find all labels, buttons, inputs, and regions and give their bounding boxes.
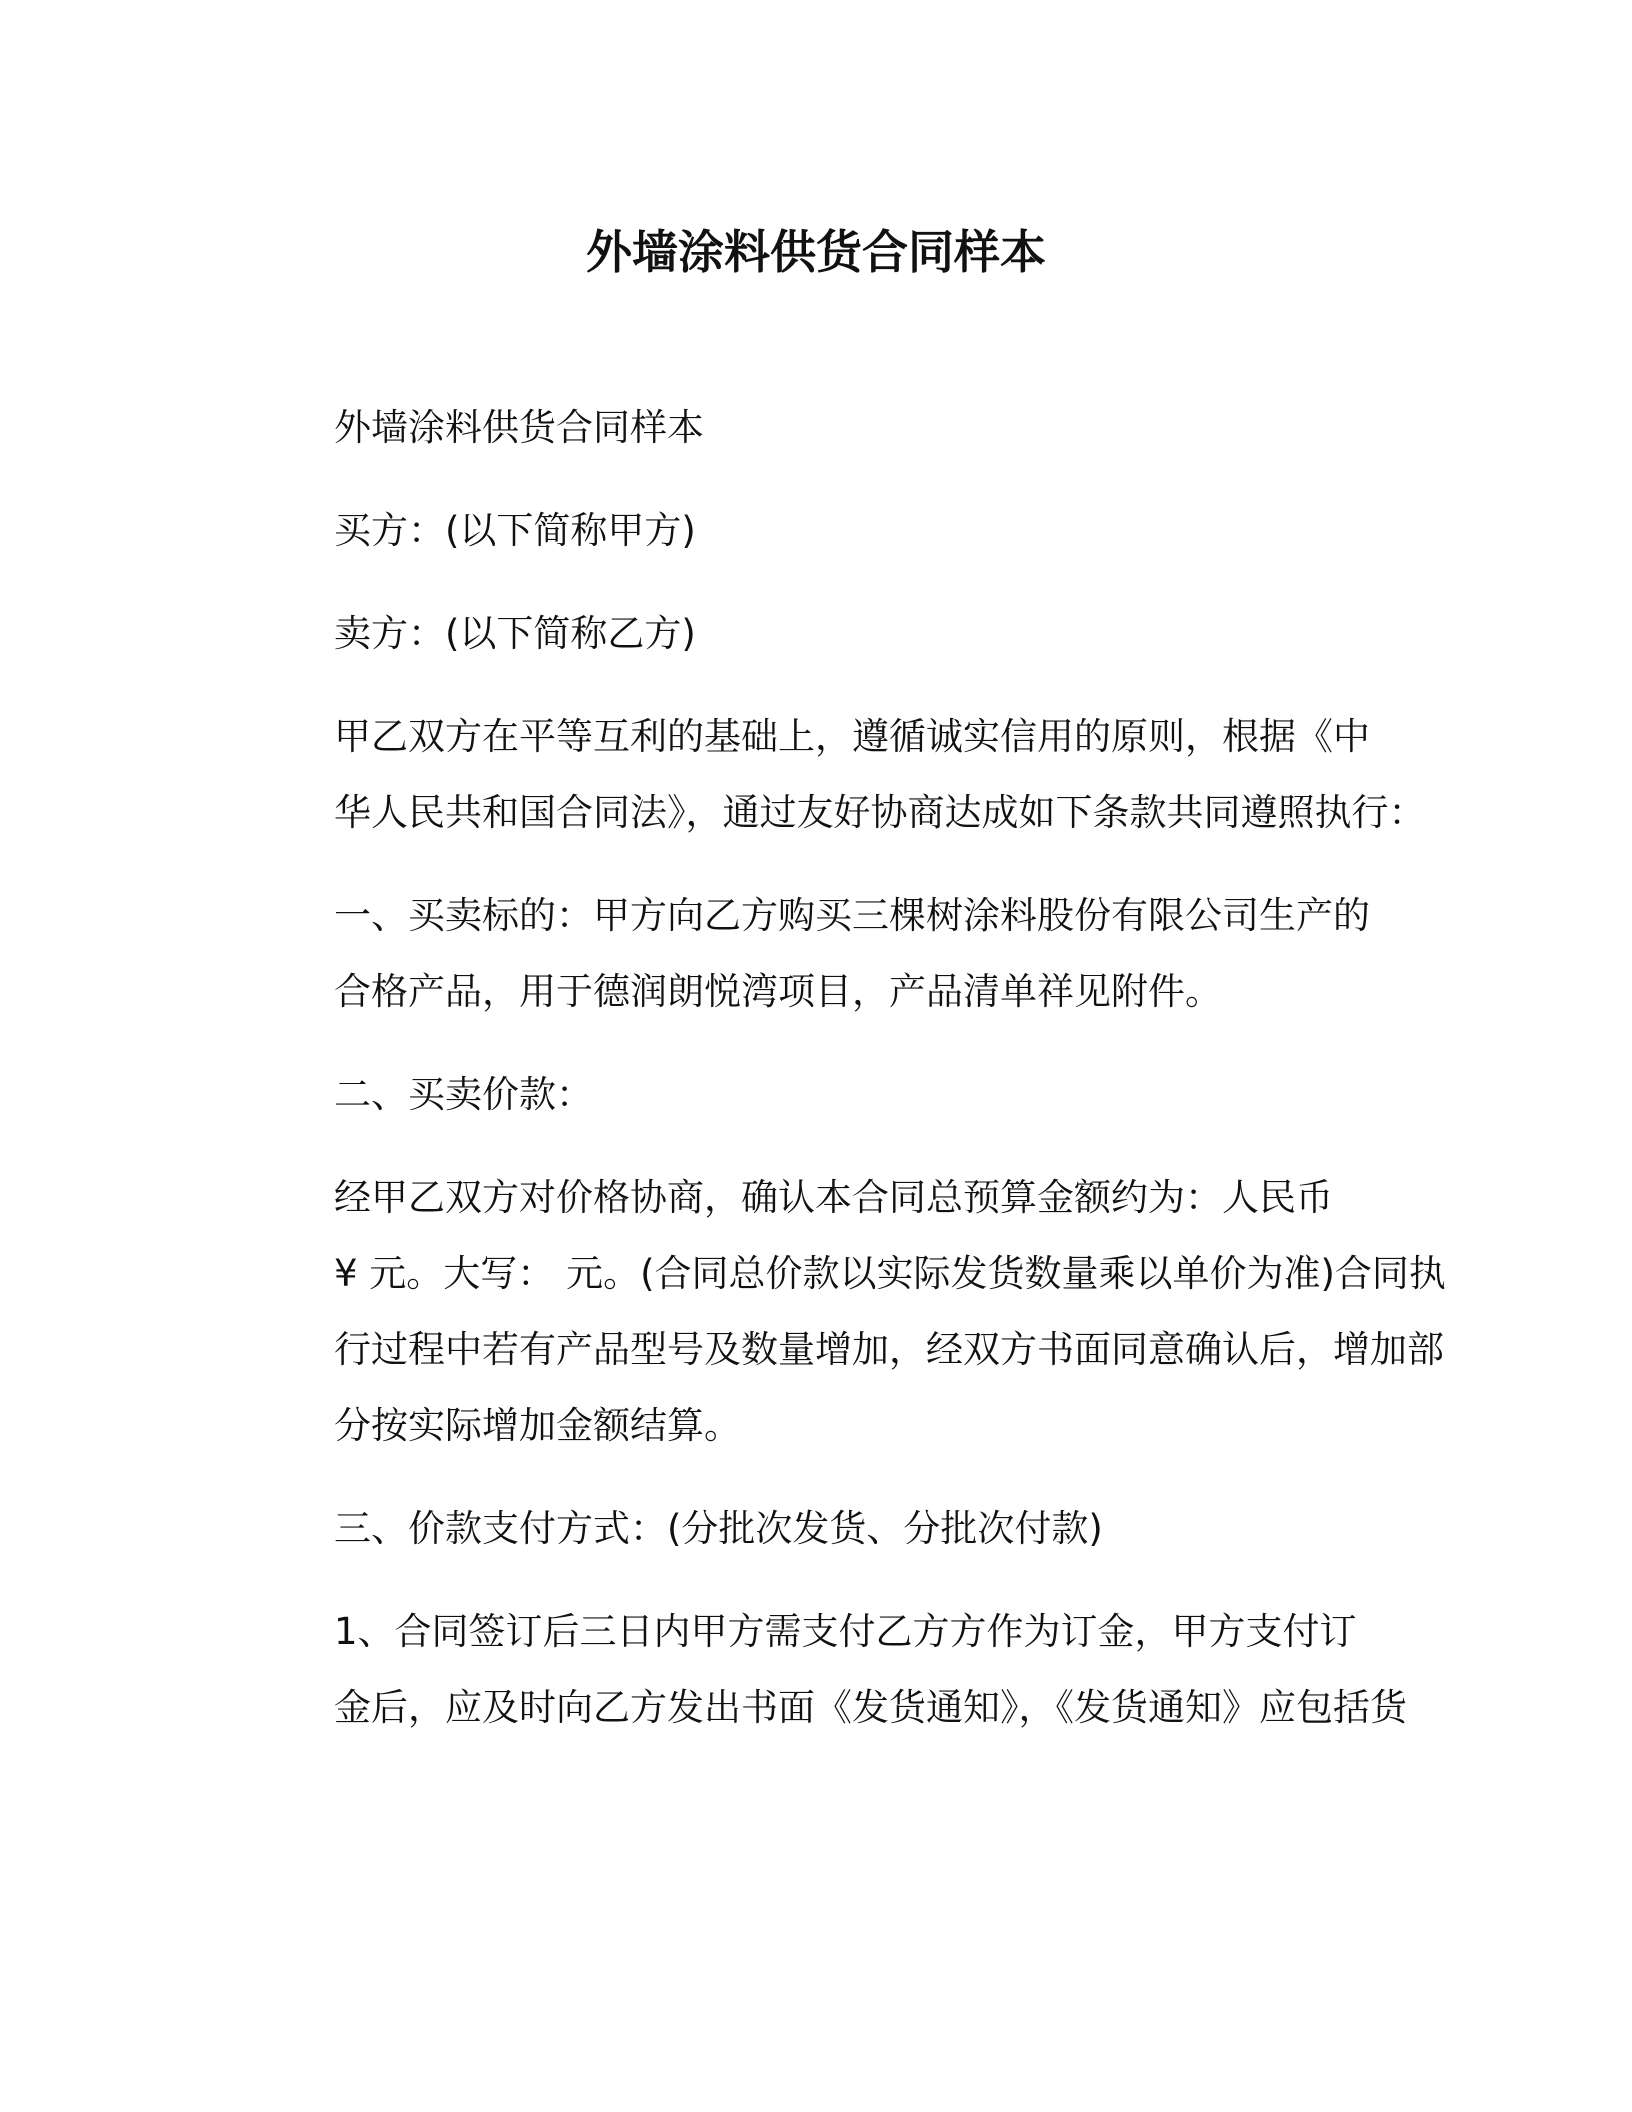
paragraph-price-details — [240, 1160, 1446, 1464]
paragraph-buyer — [240, 493, 1372, 569]
paragraph-seller — [240, 596, 1372, 672]
text-line: 金后，应及时向乙方发出书面《发货通知》，《发货通知》应包括货 — [334, 1686, 1407, 1729]
text-line: 分按实际增加金额结算。 — [334, 1404, 741, 1447]
paragraph-payment-heading — [240, 1491, 1372, 1567]
text-line: 合格产品，用于德润朗悦湾项目，产品清单祥见附件。 — [334, 970, 1222, 1013]
text-line: 1、合同签订后三日内甲方需支付乙方方作为订金，甲方支付订 — [334, 1610, 1357, 1653]
paragraph-heading-repeat — [240, 390, 1372, 466]
paragraph-payment-item-1 — [240, 1594, 1407, 1746]
text-line: 一、买卖标的：甲方向乙方购买三棵树涂料股份有限公司生产的 — [334, 894, 1370, 937]
text-line: 卖方：(以下简称乙方) — [334, 612, 696, 655]
text-line: 二、买卖价款： — [334, 1073, 593, 1116]
text-line: 三、价款支付方式：(分批次发货、分批次付款) — [334, 1507, 1103, 1550]
text-line: ¥ 元。大写： 元。(合同总价款以实际发货数量乘以单价为准)合同执 — [334, 1252, 1446, 1295]
document-body — [240, 390, 1446, 1773]
paragraph-price-heading — [240, 1057, 1372, 1133]
text-line: 外墙涂料供货合同样本 — [334, 406, 704, 449]
text-line: 行过程中若有产品型号及数量增加，经双方书面同意确认后，增加部 — [334, 1328, 1444, 1371]
text-line: 华人民共和国合同法》，通过友好协商达成如下条款共同遵照执行： — [334, 791, 1426, 834]
text-line: 经甲乙双方对价格协商，确认本合同总预算金额约为：人民币 — [334, 1176, 1333, 1219]
text-line: 买方：(以下简称甲方) — [334, 509, 696, 552]
paragraph-preamble — [240, 699, 1426, 851]
document-title: 外墙涂料供货合同样本 — [586, 225, 1046, 279]
paragraph-subject-matter — [240, 878, 1372, 1030]
text-line: 甲乙双方在平等互利的基础上，遵循诚实信用的原则，根据《中 — [334, 715, 1370, 758]
